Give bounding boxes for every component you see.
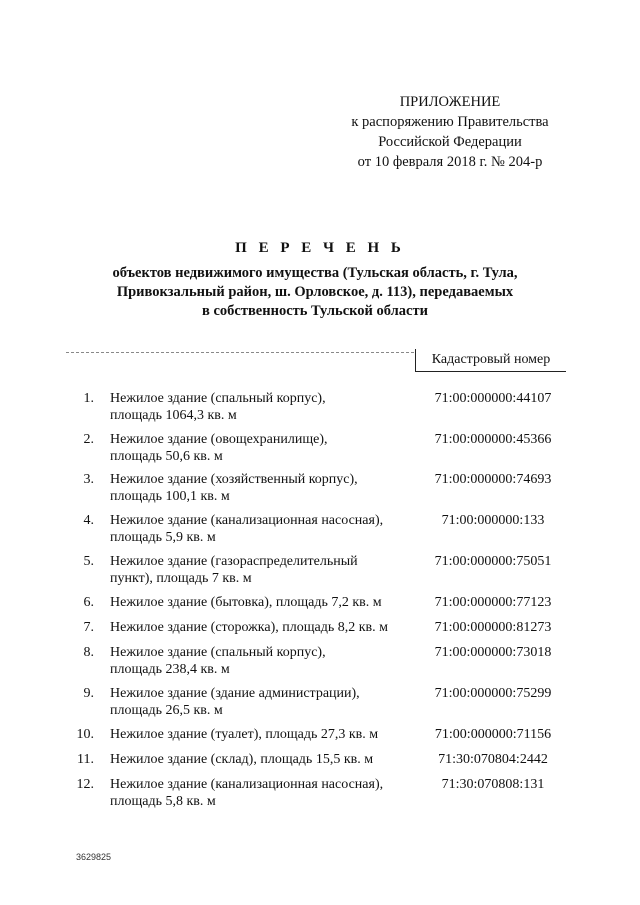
appendix-block (330, 92, 570, 172)
cadastral-number: 71:00:000000:71156 (434, 727, 552, 742)
row-number: 7. (83, 620, 94, 635)
cadastral-number: 71:00:000000:81273 (434, 620, 552, 635)
object-name-line: Нежилое здание (сторожка), площадь 8,2 кв. м (110, 620, 389, 635)
object-name (110, 644, 415, 678)
cadastral-number: 71:00:000000:133 (441, 513, 545, 528)
cadastral-number: 71:00:000000:75299 (434, 686, 552, 701)
row-number: 11. (77, 752, 94, 767)
subtitle-line: объектов недвижимого имущества (Тульская область, г. Тула, (112, 265, 518, 281)
subtitle-line: в собственность Тульской области (202, 303, 428, 319)
row-number: 9. (83, 686, 94, 701)
cadastral-number: 71:30:070804:2442 (438, 752, 548, 767)
cadastral-number: 71:30:070808:131 (441, 777, 545, 792)
object-name (110, 685, 415, 719)
document-title: П Е Р Е Ч Е Н Ь (235, 240, 405, 256)
cadastral-number: 71:00:000000:77123 (434, 595, 552, 610)
cadastral-number: 71:00:000000:73018 (434, 645, 552, 660)
object-name (110, 619, 415, 636)
row-number: 12. (76, 777, 94, 792)
row-number: 1. (83, 391, 94, 406)
object-name-line: Нежилое здание (бытовка), площадь 7,2 кв. м (110, 595, 382, 610)
subtitle-line: Привокзальный район, ш. Орловское, д. 113), передаваемых (116, 284, 514, 300)
row-number: 3. (83, 472, 94, 487)
object-name (110, 776, 415, 810)
appendix-line: Российской Федерации (378, 134, 522, 150)
object-area-line: площадь 50,6 кв. м (110, 449, 223, 464)
object-name (110, 431, 415, 465)
object-area-line: площадь 5,9 кв. м (110, 530, 216, 545)
appendix-heading: ПРИЛОЖЕНИЕ (399, 94, 501, 110)
object-area-line: площадь 26,5 кв. м (110, 703, 223, 718)
footer-code: 3629825 (76, 852, 112, 862)
object-name-line: Нежилое здание (канализационная насосная), (110, 777, 384, 792)
object-name-line: Нежилое здание (склад), площадь 15,5 кв. м (110, 752, 374, 767)
object-name (110, 390, 415, 424)
object-area-line: площадь 100,1 кв. м (110, 489, 230, 504)
object-area-line: площадь 5,8 кв. м (110, 794, 216, 809)
appendix-line: к распоряжению Правительства (351, 114, 549, 130)
object-name-line: Нежилое здание (спальный корпус), (110, 391, 326, 406)
object-name-line: Нежилое здание (канализационная насосная), (110, 513, 384, 528)
appendix-date: от 10 февраля 2018 г. № 204-р (357, 154, 543, 170)
row-number: 2. (83, 432, 94, 447)
row-number: 6. (83, 595, 94, 610)
cadastral-number: 71:00:000000:44107 (434, 391, 552, 406)
cadastral-number: 71:00:000000:74693 (434, 472, 552, 487)
object-area-line: площадь 1064,3 кв. м (110, 408, 237, 423)
table-header-rule (66, 352, 414, 353)
object-name-line: Нежилое здание (туалет), площадь 27,3 кв. м (110, 727, 379, 742)
document-subtitle (80, 264, 550, 321)
object-area-line: пункт), площадь 7 кв. м (110, 571, 252, 586)
object-name-line: Нежилое здание (овощехранилище), (110, 432, 328, 447)
cadastral-number: 71:00:000000:45366 (434, 432, 552, 447)
object-name (110, 512, 415, 546)
cadastral-number-header: Кадастровый номер (415, 349, 566, 372)
object-name (110, 471, 415, 505)
cadastral-number: 71:00:000000:75051 (434, 554, 552, 569)
object-name (110, 594, 415, 611)
object-name-line: Нежилое здание (здание администрации), (110, 686, 360, 701)
object-name-line: Нежилое здание (газораспределительный (110, 554, 358, 569)
object-name (110, 751, 415, 768)
row-number: 4. (83, 513, 94, 528)
object-area-line: площадь 238,4 кв. м (110, 662, 230, 677)
object-name-line: Нежилое здание (хозяйственный корпус), (110, 472, 358, 487)
row-number: 8. (83, 645, 94, 660)
object-name (110, 553, 415, 587)
object-name (110, 726, 415, 743)
object-name-line: Нежилое здание (спальный корпус), (110, 645, 326, 660)
row-number: 5. (83, 554, 94, 569)
row-number: 10. (76, 727, 94, 742)
